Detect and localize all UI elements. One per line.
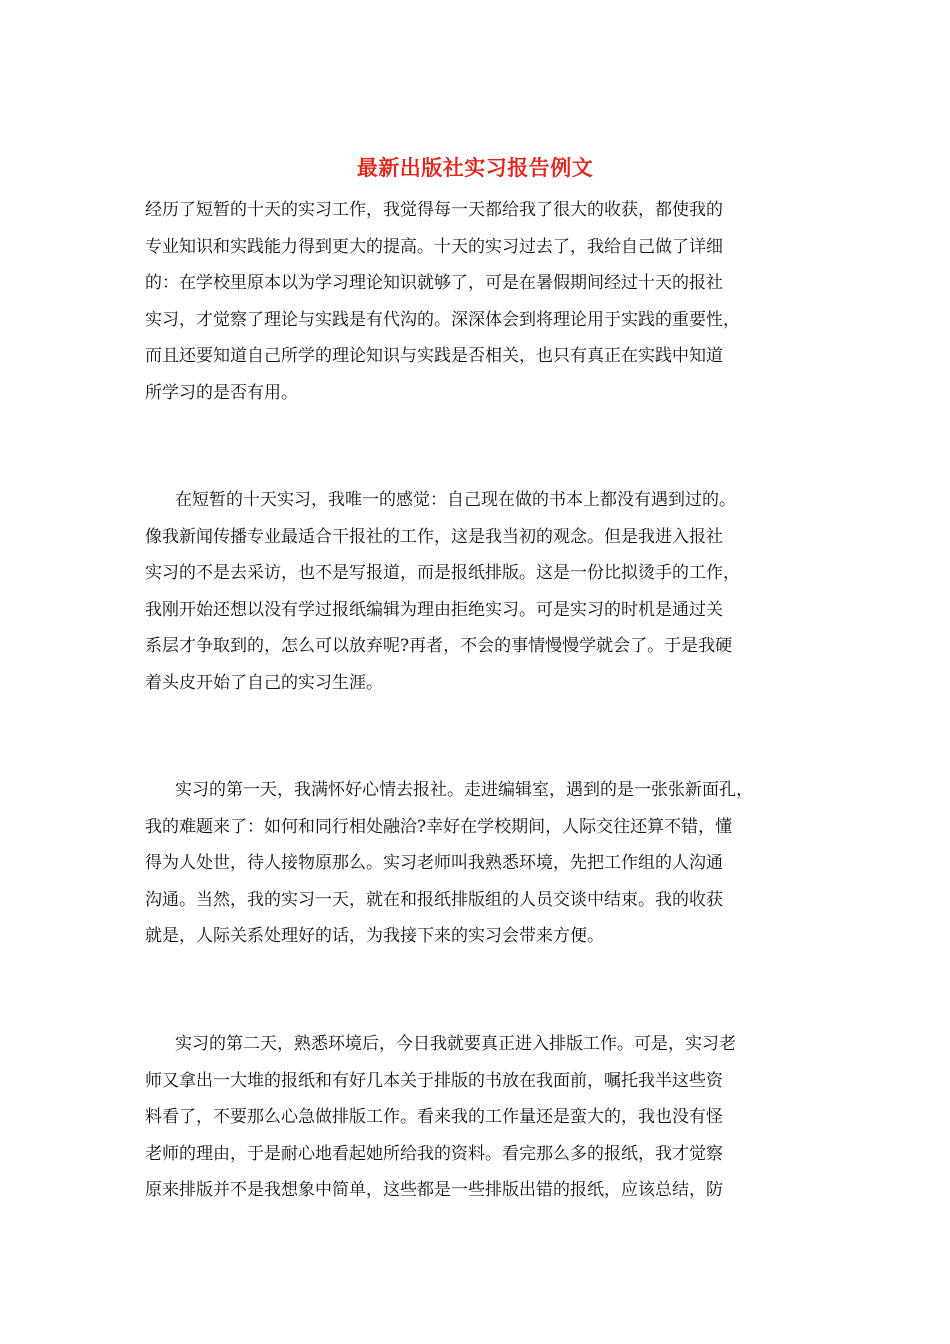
paragraph-line: 经历了短暂的十天的实习工作，我觉得每一天都给我了很大的收获，都使我的: [145, 200, 723, 220]
paragraph-line: 像我新闻传播专业最适合干报社的工作，这是我当初的观念。但是我进入报社: [145, 526, 723, 547]
paragraph-3: [145, 772, 810, 955]
paragraph-line: 的：在学校里原本以为学习理论知识就够了，可是在暑假期间经过十天的报社: [145, 273, 723, 294]
paragraph-2: [145, 482, 810, 702]
paragraph-line: 原来排版并不是我想象中简单，这些都是一些排版出错的报纸，应该总结，防: [145, 1180, 723, 1201]
paragraph-line: 系层才争取到的，怎么可以放弃呢?再者，不会的事情慢慢学就会了。于是我硬: [145, 636, 733, 657]
paragraph-line: 实习，才觉察了理论与实践是有代沟的。深深体会到将理论用于实践的重要性，: [145, 309, 740, 330]
paragraph-line: 在短暂的十天实习，我唯一的感觉：自己现在做的书本上都没有遇到过的。: [175, 490, 736, 510]
paragraph-line: 老师的理由，于是耐心地看起她所给我的资料。看完那么多的报纸，我才觉察: [145, 1143, 723, 1164]
paragraph-line: 专业知识和实践能力得到更大的提高。十天的实习过去了，我给自己做了详细: [145, 236, 723, 257]
paragraph-line: 而且还要知道自己所学的理论知识与实践是否相关，也只有真正在实践中知道: [145, 346, 723, 367]
paragraph-line: 师又拿出一大堆的报纸和有好几本关于排版的书放在我面前，嘱托我半这些资: [145, 1070, 723, 1091]
paragraph-line: 料看了，不要那么心急做排版工作。看来我的工作量还是蛮大的，我也没有怪: [145, 1107, 723, 1128]
paragraph-line: 着头皮开始了自己的实习生涯。: [145, 672, 383, 693]
paragraph-line: 实习的不是去采访，也不是写报道，而是报纸排版。这是一份比拟烫手的工作，: [145, 563, 740, 584]
paragraph-line: 我的难题来了：如何和同行相处融洽?幸好在学校期间，人际交往还算不错，懂: [145, 816, 733, 837]
paragraph-line: 就是，人际关系处理好的话，为我接下来的实习会带来方便。: [145, 926, 604, 947]
paragraph-1: [145, 192, 810, 412]
paragraph-line: 沟通。当然，我的实习一天，就在和报纸排版组的人员交谈中结束。我的收获: [145, 889, 723, 910]
paragraph-line: 实习的第二天，熟悉环境后，今日我就要真正进入排版工作。可是，实习老: [175, 1034, 736, 1054]
paragraph-line: 实习的第一天，我满怀好心情去报社。走进编辑室，遇到的是一张张新面孔，: [175, 780, 753, 800]
document-title: 最新出版社实习报告例文: [356, 155, 594, 180]
paragraph-line: 我刚开始还想以没有学过报纸编辑为理由拒绝实习。可是实习的时机是通过关: [145, 599, 723, 620]
paragraph-line: 所学习的是否有用。: [145, 382, 298, 403]
paragraph-4: [145, 1026, 810, 1209]
paragraph-line: 得为人处世，待人接物原那么。实习老师叫我熟悉环境，先把工作组的人沟通: [145, 853, 723, 874]
